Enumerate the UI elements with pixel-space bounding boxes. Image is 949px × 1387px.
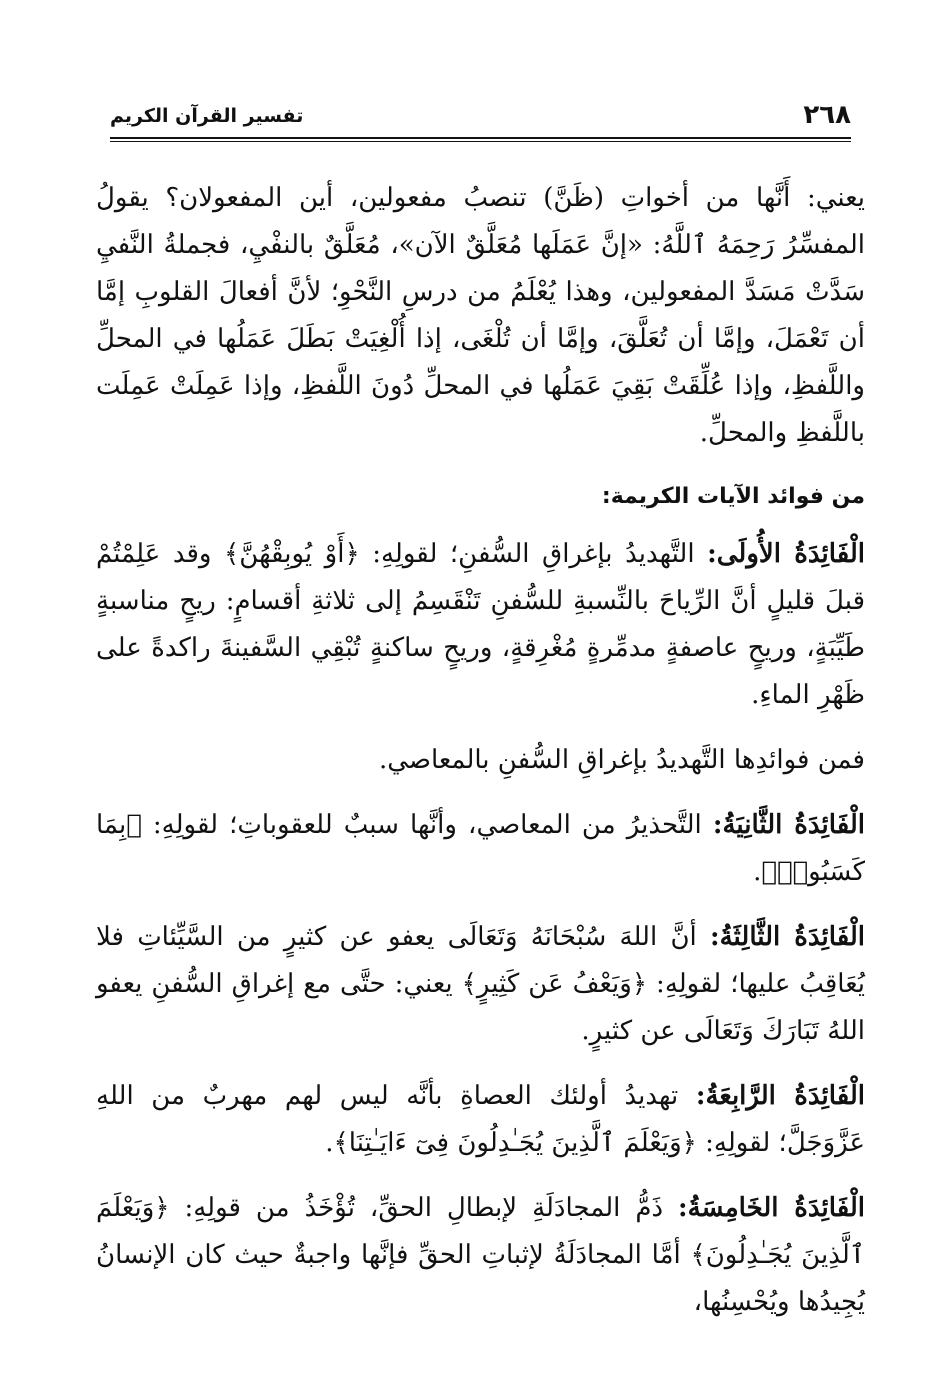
benefit-1-label: الْفَائِدَةُ الأُولَى: (707, 539, 866, 569)
benefit-1-extra: فمن فوائدِها التَّهديدُ بإغراقِ السُّفنِ بالمعاصي. (378, 745, 865, 775)
benefit-3 (96, 914, 865, 1055)
benefit-5-text: ذَمُّ المجادَلَةِ لإبطالِ الحقِّ، تُؤْخَذُ من قولِهِ: ﴿وَيَعْلَمَ ٱلَّذِينَ يُجَـٰدِلُونَ﴾ أمَّا المجادَلَةُ لإثباتِ الحقِّ فإنَّها واجبةٌ حيث كان الإنسانُ يُجِيدُها ويُحْسِنُها، (96, 1193, 865, 1317)
benefit-2-text: التَّحذيرُ من المعاصي، وأنَّها سببٌ للعقوباتِ؛ لقولِهِ: ﴿بِمَا كَسَبُوا۟﴾. (96, 810, 865, 887)
benefit-2 (96, 802, 865, 896)
section-title: من فوائد الآيات الكريمة: (601, 484, 865, 509)
benefit-4-text: تهديدُ أولئك العصاةِ بأنَّه ليس لهم مهربٌ من اللهِ عَزَّوَجَلَّ؛ لقولِهِ: ﴿وَيَعْلَمَ ٱلَّذِينَ يُجَـٰدِلُونَ فِىٓ ءَايَـٰتِنَا﴾. (96, 1081, 865, 1158)
benefit-5-label: الْفَائِدَةُ الخَامِسَةُ: (678, 1193, 865, 1223)
benefit-4-label: الْفَائِدَةُ الرَّابِعَةُ: (695, 1081, 865, 1111)
page-header (110, 100, 851, 130)
benefit-2-label: الْفَائِدَةُ الثَّانِيَةُ: (712, 810, 866, 840)
benefit-5 (96, 1185, 865, 1326)
header-divider (110, 137, 851, 139)
page-body (96, 175, 865, 1344)
benefit-1 (96, 531, 865, 719)
benefit-1-text: التَّهديدُ بإغراقِ السُّفنِ؛ لقولِهِ: ﴿أَوْ يُوبِقْهُنَّ﴾ وقد عَلِمْتُمْ قبلَ قليلٍ أنَّ الرِّياحَ بالنِّسبةِ للسُّفنِ تَنْقَسِمُ إلى ثلاثةِ أقسامٍ: ريحٍ مناسبةٍ طَيِّبَةٍ، وريحٍ عاصفةٍ مدمِّرةٍ مُغْرِقةٍ، وريحٍ ساكنةٍ تُبْقِي السَّفينةَ راكدةً على ظَهْرِ الماءِ. (96, 539, 865, 710)
page-number: ٢٦٨ (803, 100, 851, 130)
benefit-4 (96, 1073, 865, 1167)
benefit-3-text: أنَّ اللهَ سُبْحَانَهُ وَتَعَالَى يعفو عن كثيرٍ من السَّيِّئاتِ فلا يُعَاقِبُ عليها؛ لقولِهِ: ﴿وَيَعْفُ عَن كَثِيرٍ﴾ يعني: حتَّى مع إغراقِ السُّفنِ يعفو اللهُ تَبَارَكَ وَتَعَالَى عن كثيرٍ. (96, 922, 865, 1046)
header-divider-thin (110, 141, 851, 142)
book-title: تفسير القرآن الكريم (110, 105, 304, 127)
paragraph-intro: يعني: أَنَّها من أخواتِ (ظَنَّ) تنصبُ مفعولين، أين المفعولان؟ يقولُ المفسِّرُ رَحِمَهُ ٱللَّهُ: «إنَّ عَمَلَها مُعَلَّقٌ الآن»، مُعَلَّقٌ بالنفْيِ، فجملةُ النَّفيِ سَدَّتْ مَسَدَّ المفعولين، وهذا يُعْلَمُ من درسِ النَّحْوِ؛ لأنَّ أفعالَ القلوبِ إمَّا أن تَعْمَلَ، وإمَّا أن تُعَلَّقَ، وإمَّا أن تُلْغَى، إذا أُلْغِيَتْ بَطَلَ عَمَلُها في المحلِّ واللَّفظِ، وإذا عُلِّقَتْ بَقِيَ عَمَلُها في المحلِّ دُونَ اللَّفظِ، وإذا عَمِلَتْ عَمِلَت باللَّفظِ والمحلِّ. (96, 183, 866, 448)
benefit-3-label: الْفَائِدَةُ الثَّالِثَةُ: (710, 922, 865, 952)
